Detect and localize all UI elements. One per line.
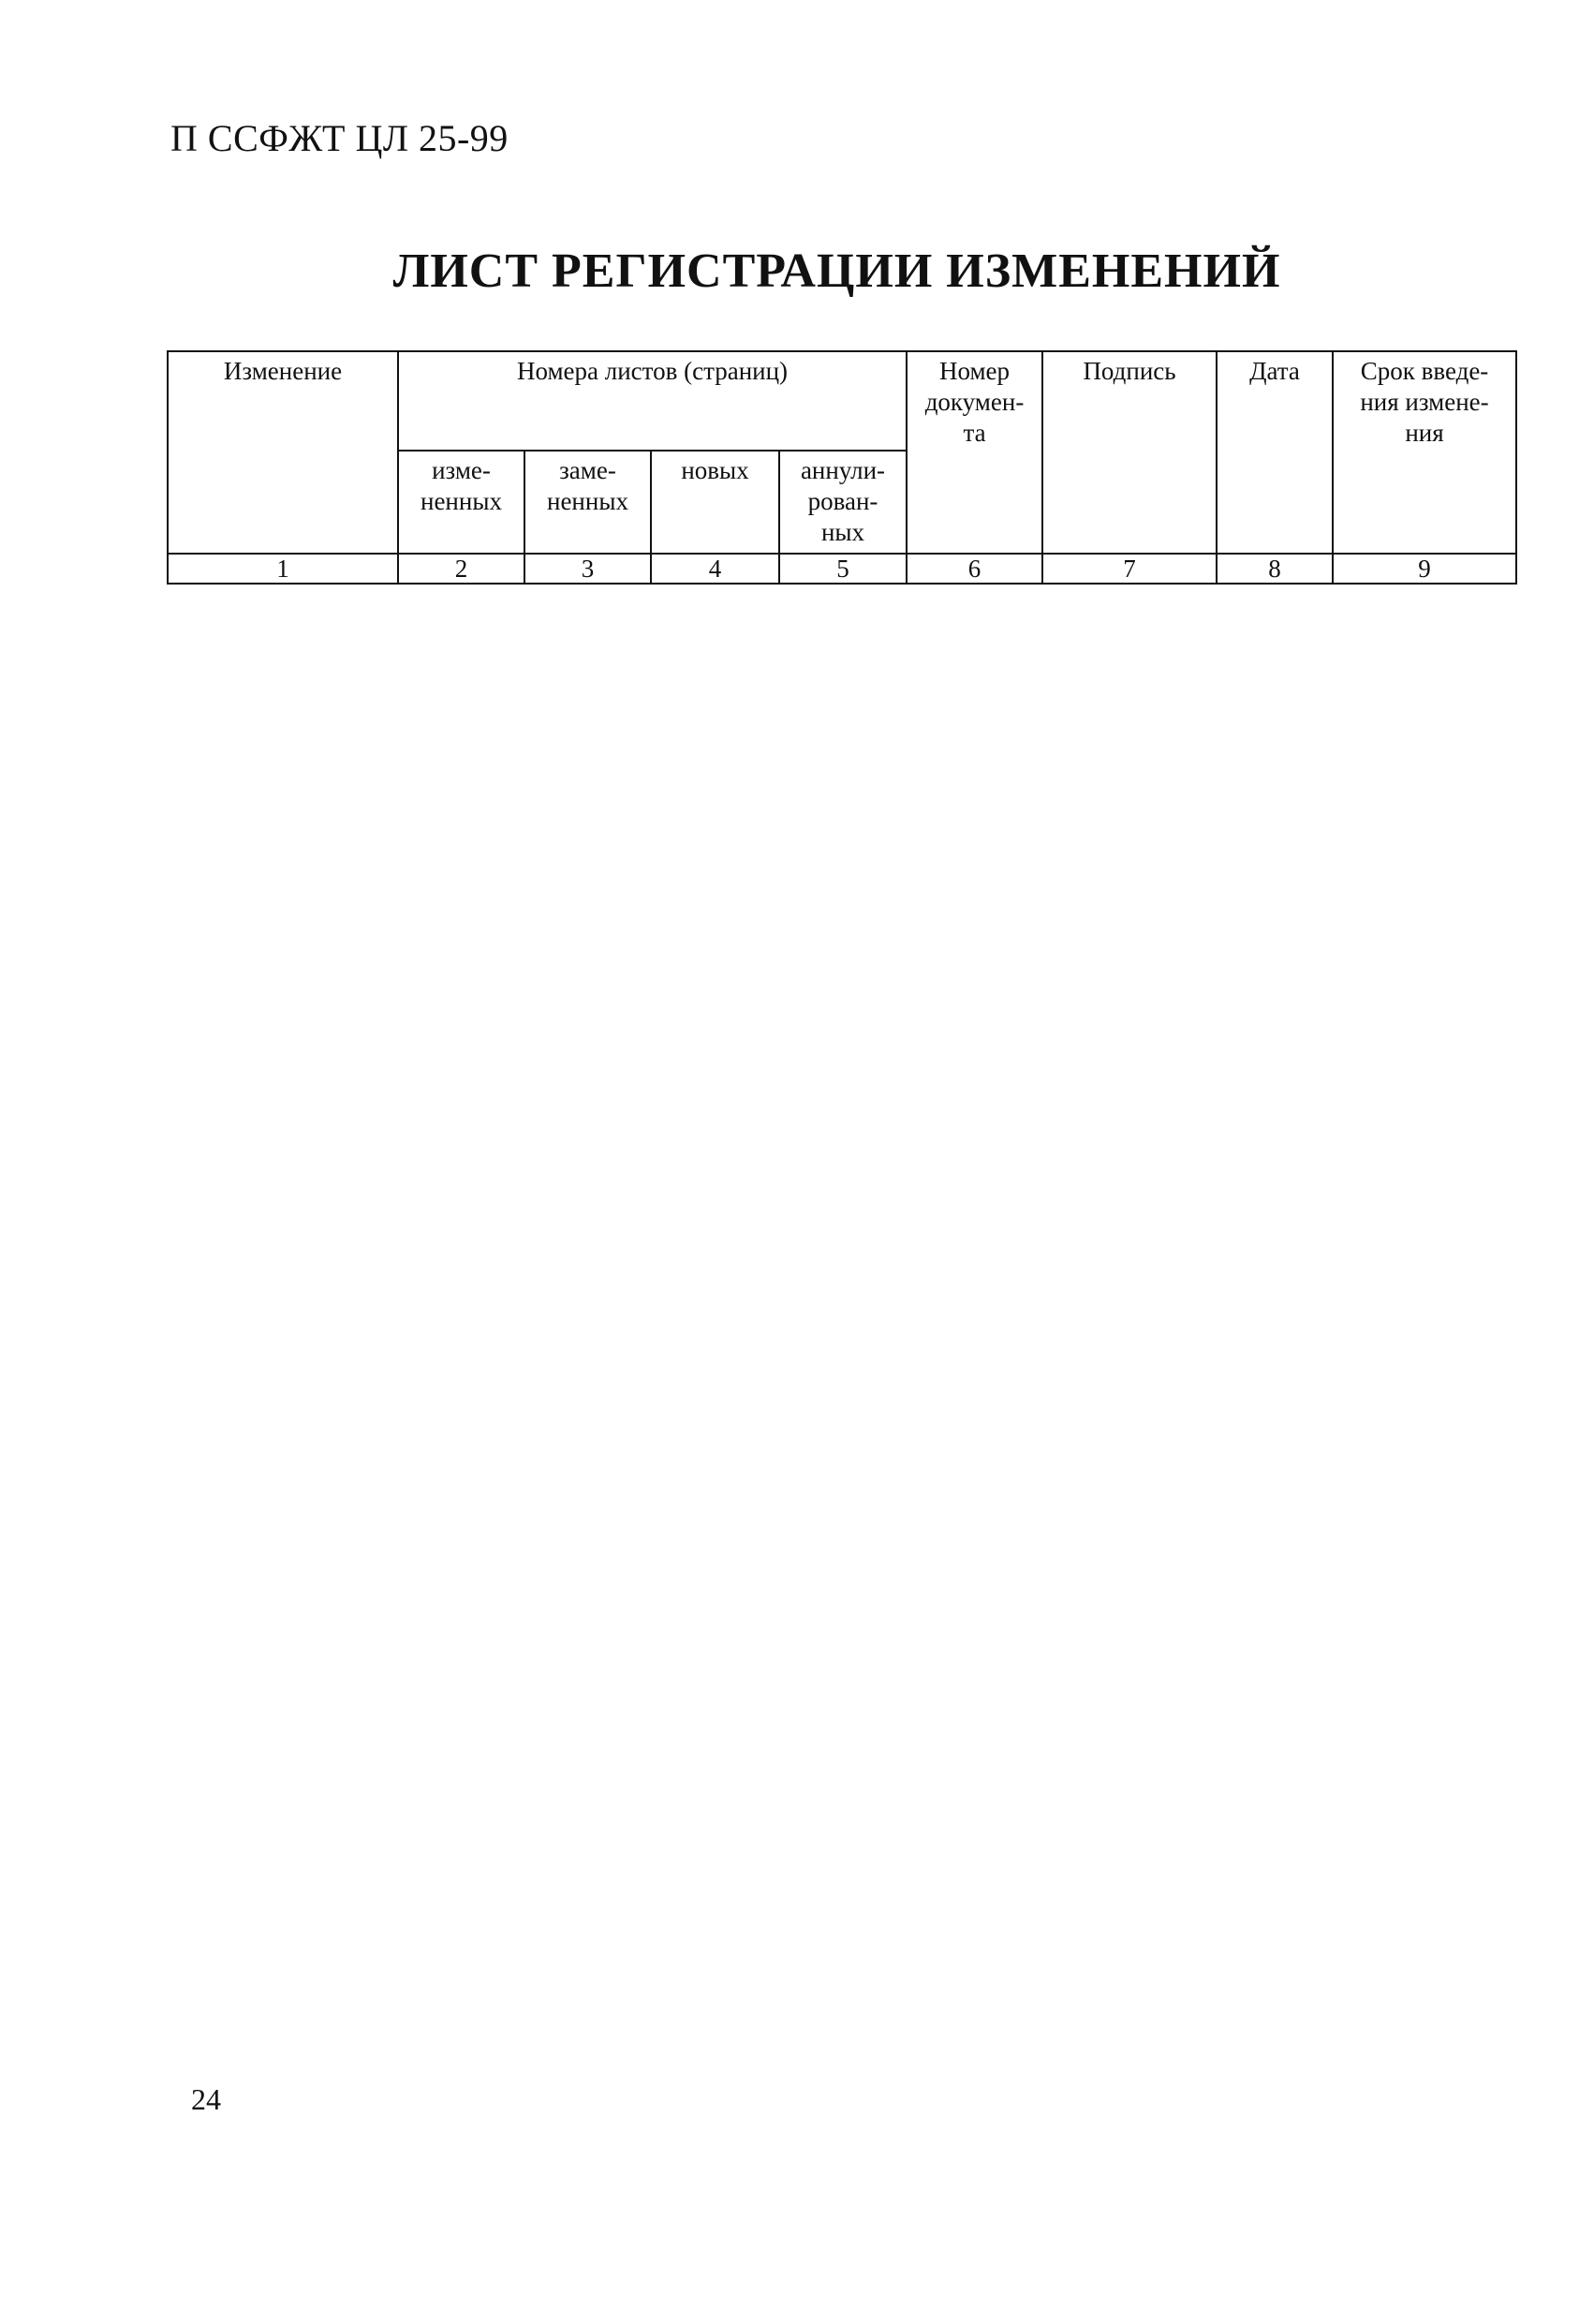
header-deadline-line: Срок введе-: [1360, 357, 1489, 385]
header-row-top: [168, 351, 1516, 451]
subheader-replaced-line: заме-: [559, 456, 616, 484]
subheader-annulled-line: ных: [820, 517, 865, 546]
header-date: Дата: [1217, 351, 1333, 554]
header-deadline-line: ния измене-: [1360, 387, 1489, 416]
header-deadline-line: ния: [1405, 418, 1444, 447]
column-number-row: [168, 554, 1516, 584]
header-deadline: [1333, 351, 1516, 554]
subheader-annulled-line: рован-: [807, 486, 878, 515]
subheader-annulled-line: аннули-: [800, 456, 886, 484]
subheader-new: новых: [651, 451, 779, 554]
subheader-changed: [398, 451, 524, 554]
header-document-number-line: та: [963, 418, 986, 447]
column-number: 6: [907, 554, 1042, 584]
subheader-changed-line: изме-: [432, 456, 491, 484]
column-number: 4: [651, 554, 779, 584]
change-registration-table: [167, 350, 1517, 585]
subheader-annulled: [779, 451, 907, 554]
header-change: Изменение: [168, 351, 398, 554]
header-document-number: [907, 351, 1042, 554]
page-title: ЛИСТ РЕГИСТРАЦИИ ИЗМЕНЕНИЙ: [392, 244, 1281, 298]
page-number: 24: [191, 2082, 221, 2116]
column-number: 5: [779, 554, 907, 584]
header-document-number-line: докумен-: [924, 387, 1025, 416]
column-number: 9: [1333, 554, 1516, 584]
column-number: 2: [398, 554, 524, 584]
header-signature: Подпись: [1042, 351, 1217, 554]
column-number: 8: [1217, 554, 1333, 584]
column-number: 1: [168, 554, 398, 584]
header-document-number-line: Номер: [938, 357, 1011, 385]
column-number: 3: [524, 554, 651, 584]
subheader-replaced-line: ненных: [547, 486, 628, 515]
document-code: П ССФЖТ ЦЛ 25-99: [170, 117, 509, 159]
subheader-replaced: [524, 451, 651, 554]
subheader-changed-line: ненных: [421, 486, 502, 515]
column-number: 7: [1042, 554, 1217, 584]
header-sheet-numbers: Номера листов (страниц): [398, 351, 907, 451]
